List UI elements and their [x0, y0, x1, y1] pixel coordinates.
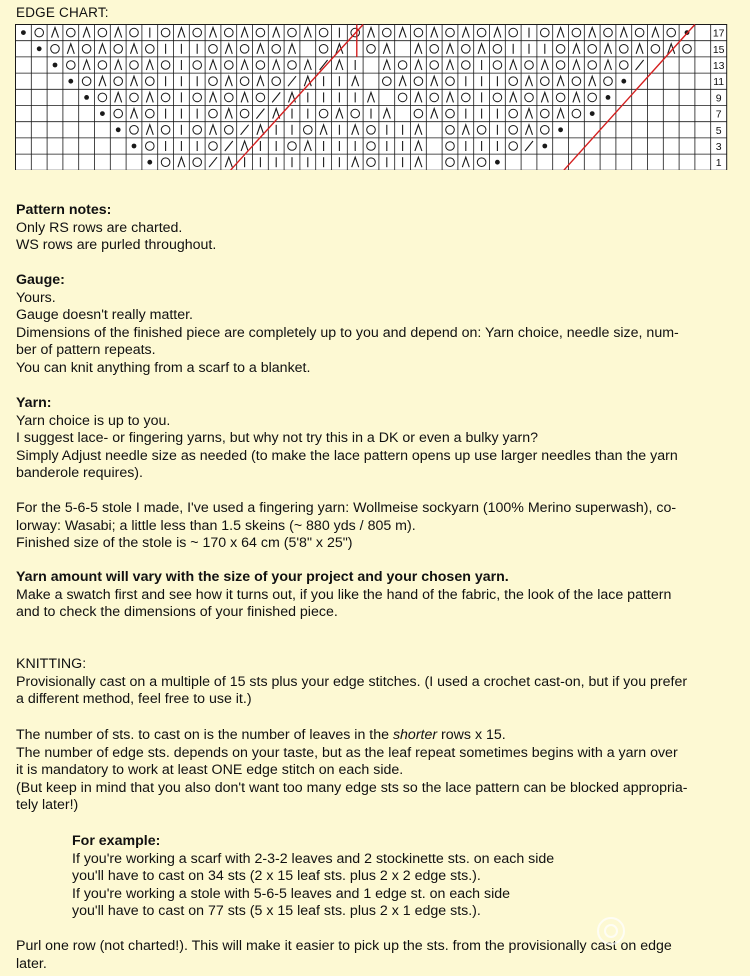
knitting-line: Provisionally cast on a multiple of 15 sts plus your edge stitches. (I used a crochet cast-on, but if you prefer — [16, 673, 688, 690]
no-stitch-dot — [68, 79, 73, 84]
gauge-heading: Gauge: — [16, 272, 65, 288]
cast-on-post: rows x 15. — [437, 727, 506, 743]
yarn-line: Simply Adjust needle size as needed (to make the lace pattern opens up use larger needles than the yarn — [16, 447, 678, 464]
edge-chart — [15, 24, 731, 170]
edge-sts-line: (But keep in mind that you also don't want too many edge sts so the lace pattern can be blocked appropria- — [16, 779, 688, 796]
stole-yarn-line: For the 5-6-5 stole I made, I've used a fingering yarn: Wollmeise sockyarn (100% Merino superwash), co- — [16, 500, 677, 516]
knitting-line: a different method, feel free to use it.) — [16, 691, 252, 708]
stole-yarn-line: lorway: Wasabi; a little less than 1.5 skeins (~ 880 yds / 805 m). — [16, 517, 416, 534]
stole-yarn-line: Finished size of the stole is ~ 170 x 64 cm (5'8" x 25") — [16, 535, 353, 552]
yarn-amount-section — [16, 569, 712, 622]
edge-sts-line: The number of edge sts. depends on your taste, but as the leaf repeat sometimes begins with a yarn over — [16, 744, 678, 761]
example-line: you'll have to cast on 34 sts (2 x 15 leaf sts. plus 2 x 2 edge sts.). — [72, 868, 481, 885]
no-stitch-dot — [606, 95, 611, 100]
row-number: 7 — [715, 108, 722, 121]
example-section — [72, 833, 712, 921]
no-stitch-dot — [84, 95, 89, 100]
no-stitch-dot — [37, 46, 42, 51]
logo-circle-icon — [594, 914, 628, 948]
pattern-notes-section — [16, 202, 712, 255]
row-number: 1 — [715, 157, 722, 170]
cast-on-emphasis: shorter — [392, 727, 438, 743]
yarn-amount-line: Make a swatch first and see how it turns out, if you like the hand of the fabric, the look of the lace pattern — [16, 586, 672, 603]
gauge-line: ber of pattern repeats. — [16, 342, 156, 359]
no-stitch-dot — [132, 144, 137, 149]
row-number: 5 — [715, 124, 722, 137]
purl-row-line: Purl one row (not charted!). This will make it easier to pick up the sts. from the provisionally cast on edge — [16, 938, 672, 954]
no-stitch-dot — [495, 160, 500, 165]
row-number: 11 — [713, 76, 725, 89]
row-number: 9 — [715, 92, 722, 105]
row-number: 15 — [712, 43, 725, 56]
no-stitch-dot — [558, 127, 563, 132]
gauge-section — [16, 272, 712, 378]
example-line: If you're working a stole with 5-6-5 leaves and 1 edge st. on each side — [72, 885, 511, 902]
cast-on-pre: The number of sts. to cast on is the number of leaves in the — [16, 727, 393, 743]
yarn-line: Yarn choice is up to you. — [16, 412, 171, 429]
row-number: 3 — [715, 141, 722, 153]
gauge-line: Dimensions of the finished piece are completely up to you and depend on: Yarn choice, needle size, num- — [16, 324, 679, 341]
yarn-line: I suggest lace- or fingering yarns, but why not try this in a DK or even a bulky yarn? — [16, 430, 539, 447]
example-line: you'll have to cast on 77 sts (5 x 15 leaf sts. plus 2 x 1 edge sts.). — [72, 903, 481, 920]
gauge-line: Gauge doesn't really matter. — [16, 307, 193, 324]
knitting-heading: KNITTING: — [16, 656, 87, 672]
no-stitch-dot — [53, 63, 58, 68]
gauge-line: Yours. — [16, 289, 56, 306]
no-stitch-dot — [542, 144, 547, 149]
gauge-line: You can knit anything from a scarf to a blanket. — [16, 359, 311, 376]
pattern-notes-line: WS rows are purled throughout. — [16, 237, 217, 254]
no-stitch-dot — [147, 160, 152, 165]
no-stitch-dot — [116, 127, 121, 132]
cast-on-line — [16, 727, 712, 745]
stole-yarn-section — [16, 500, 712, 553]
pattern-notes-line: Only RS rows are charted. — [16, 219, 183, 236]
row-number: 17 — [712, 27, 725, 40]
pattern-notes-heading: Pattern notes: — [16, 202, 112, 218]
chart-title: EDGE CHART: — [16, 5, 109, 20]
example-line: If you're working a scarf with 2-3-2 leaves and 2 stockinette sts. on each side — [72, 850, 555, 867]
yarn-section — [16, 395, 712, 483]
yarn-heading: Yarn: — [16, 395, 52, 411]
yarn-line: banderole requires). — [16, 465, 143, 482]
no-stitch-dot — [621, 79, 626, 84]
no-stitch-dot — [590, 111, 595, 116]
no-stitch-dot — [100, 111, 105, 116]
edge-sts-line: tely later!) — [16, 797, 79, 814]
knitting-section — [16, 656, 712, 709]
cast-on-section — [16, 727, 712, 815]
yarn-amount-line: and to check the dimensions of your finished piece. — [16, 604, 338, 621]
no-stitch-dot — [21, 30, 26, 35]
edge-sts-line: it is mandatory to work at least ONE edge stitch on each side. — [16, 762, 404, 779]
row-number: 13 — [712, 60, 725, 72]
yarn-amount-heading: Yarn amount will vary with the size of your project and your chosen yarn. — [16, 569, 509, 585]
example-heading: For example: — [72, 833, 161, 849]
watermark — [594, 914, 734, 954]
purl-row-line: later. — [16, 955, 47, 972]
